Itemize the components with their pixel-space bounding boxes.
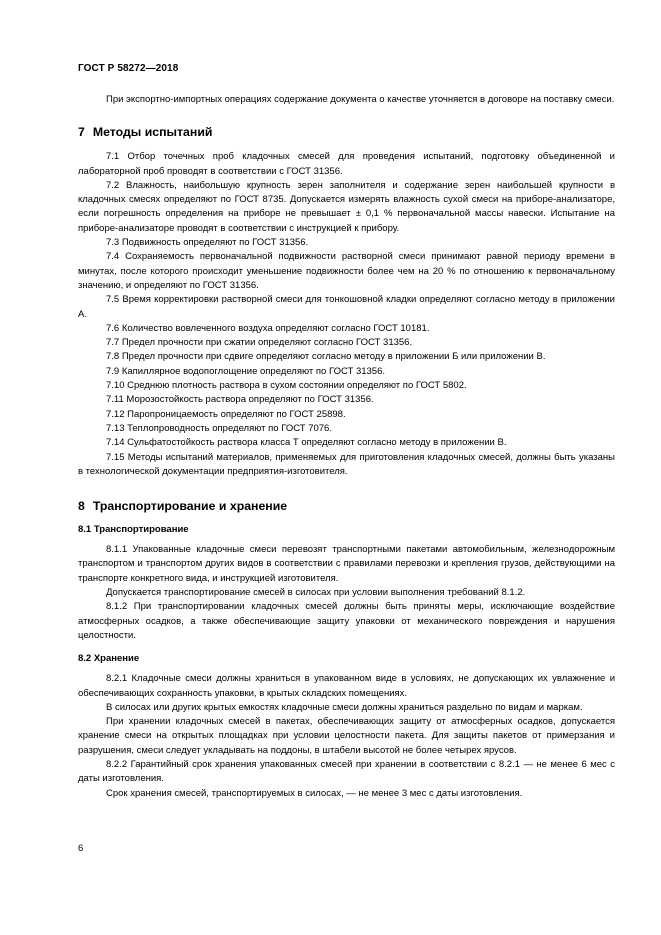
paragraph-8-2-2: 8.2.2 Гарантийный срок хранения упакованных смесей при хранении в соответствии с 8.2.1 — не менее 6 мес с даты изготовления. [78, 758, 615, 785]
paragraph-7-5: 7.5 Время корректировки растворной смеси для тонкошовной кладки определяют согласно методу в приложении А. [78, 294, 615, 320]
paragraph-8-2-1: 8.2.1 Кладочные смеси должны храниться в упакованном виде в условиях, не допускающих их увлажнение и обеспечивающих сохранность упаковки, в крытых складских помещениях. [78, 673, 615, 699]
subsection-8-2-heading: 8.2 Хранение [78, 653, 140, 665]
paragraph-7-2: 7.2 Влажность, наибольшую крупность зерен заполнителя и содержание зерен наибольшей крупности в кладочных смесях определяют по ГОСТ 8735. Допускается измерять влажность сухой смеси на приборе-анализаторе, если погрешность определения на приборе не превышает ± 0,1 % первоначальной массы навески. Испытание на приборе-анализаторе проводят в соответствии с инструкцией к прибору. [78, 179, 615, 234]
paragraph-8-2-1-silos: В силосах или других крытых емкостях кладочные смеси должны храниться раздельно по видам и маркам. [106, 701, 583, 713]
page-number: 6 [78, 843, 84, 854]
paragraph-8-1-1-note: Допускается транспортирование смесей в силосах при условии выполнения требований 8.1.2. [106, 587, 526, 599]
paragraph-8-2-1-packets: При хранении кладочных смесей в пакетах, обеспечивающих защиту от атмосферных осадков, допускается хранение смеси на открытых площадках при условии целостности пакета. Для защиты пакетов от примерзания и разрушения, смеси следует укладывать на поддоны, в штабели высотой не более четырех ярусов. [78, 716, 615, 756]
paragraph-7-8: 7.8 Предел прочности при сдвиге определяют согласно методу в приложении Б или приложении В. [106, 351, 546, 363]
section-8-number: 8 [78, 499, 85, 514]
paragraph-7-7: 7.7 Предел прочности при сжатии определяют согласно ГОСТ 31356. [106, 337, 413, 349]
paragraph-7-3: 7.3 Подвижность определяют по ГОСТ 31356. [106, 237, 309, 249]
paragraph-7-13: 7.13 Теплопроводность определяют по ГОСТ 7076. [106, 422, 332, 434]
section-7-number: 7 [78, 125, 85, 140]
paragraph-7-11: 7.11 Морозостойкость раствора определяют по ГОСТ 31356. [106, 394, 374, 406]
section-8-title: Транспортирование и хранение [92, 499, 288, 514]
paragraph-7-10: 7.10 Среднюю плотность раствора в сухом состоянии определяют по ГОСТ 5802. [106, 380, 467, 392]
paragraph-8-1-2: 8.1.2 При транспортировании кладочных смесей должны быть приняты меры, исключающие воздействие атмосферных осадков, а также обеспечивающие защиту упаковки от механического повреждения и нарушения целостности. [78, 601, 615, 641]
document-body [78, 93, 615, 801]
standard-designation: ГОСТ Р 58272—2018 [78, 63, 179, 74]
paragraph-7-14: 7.14 Сульфатостойкость раствора класса Т определяют согласно методу в приложении В. [106, 437, 507, 449]
paragraph-7-4: 7.4 Сохраняемость первоначальной подвижности растворной смеси принимают равной периоду времени в минутах, после которого происходит уменьшение подвижности более чем на 20 % по отношению к первоначальному значению, и определяют по ГОСТ 31356. [78, 251, 615, 291]
section-7-heading [78, 124, 615, 140]
paragraph-8-2-2-silos: Срок хранения смесей, транспортируемых в силосах, — не менее 3 мес с даты изготовления. [106, 787, 523, 799]
subsection-8-1-heading: 8.1 Транспортирование [78, 524, 189, 536]
paragraph-7-9: 7.9 Капиллярное водопоглощение определяют по ГОСТ 31356. [106, 365, 386, 377]
paragraph-8-1-1: 8.1.1 Упакованные кладочные смеси перевозят транспортными пакетами автомобильным, железнодорожным транспортом и транспортом других видов в соответствии с правилами перевозки и крепления грузов, действующими на транспорте конкретного вида, и инструкцией изготовителя. [78, 544, 615, 584]
section-7-title: Методы испытаний [92, 125, 213, 140]
paragraph-7-12: 7.12 Паропроницаемость определяют по ГОСТ 25898. [106, 408, 346, 420]
paragraph-7-15: 7.15 Методы испытаний материалов, применяемых для приготовления кладочных смесей, должны быть указаны в технологической документации предприятия-изготовителя. [78, 451, 615, 477]
intro-paragraph: При экспортно-импортных операциях содержание документа о качестве уточняется в договоре на поставку смеси. [106, 94, 615, 105]
paragraph-7-1: 7.1 Отбор точечных проб кладочных смесей для проведения испытаний, подготовку объединенной и лабораторной проб проводят в соответствии с ГОСТ 31356. [78, 151, 615, 177]
paragraph-7-6: 7.6 Количество вовлеченного воздуха определяют согласно ГОСТ 10181. [106, 322, 430, 334]
section-8-heading [78, 498, 615, 514]
